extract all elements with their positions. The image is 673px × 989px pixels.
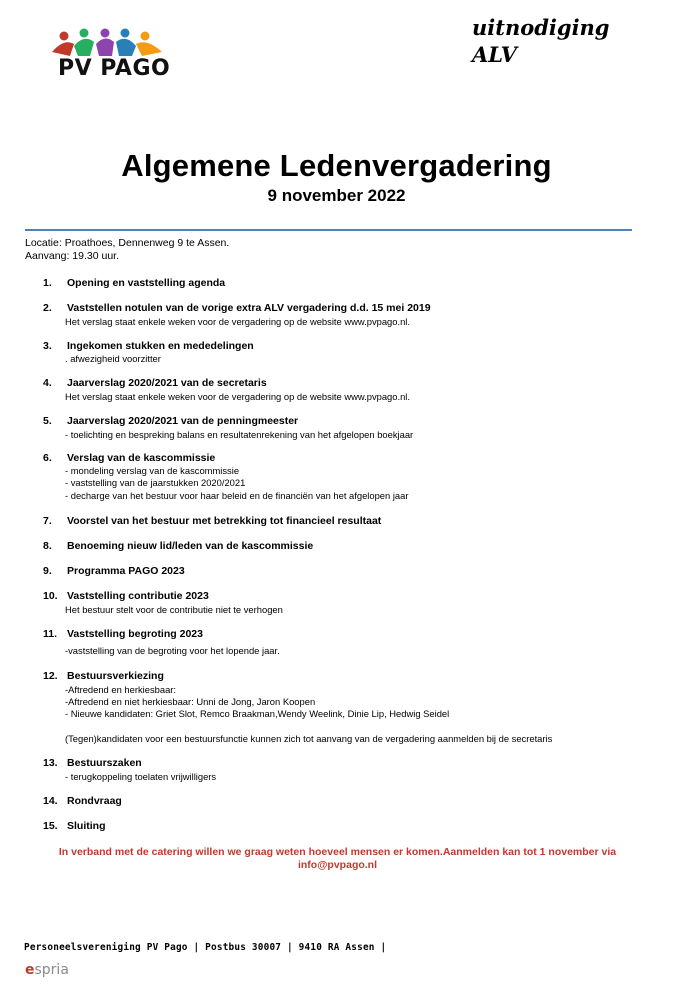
catering-notice-line-1: In verband met de catering willen we graag weten hoeveel mensen er komen.Aanmelden kan tot 1 november via bbox=[58, 846, 617, 858]
agenda-title: Jaarverslag 2020/2021 van de secretaris bbox=[67, 377, 267, 389]
agenda-title: Opening en vaststelling agenda bbox=[67, 277, 226, 289]
start-time-text: Aanvang: 19.30 uur. bbox=[25, 249, 119, 262]
agenda-detail: Het verslag staat enkele weken voor de vergadering op de website www.pvpago.nl. bbox=[65, 391, 410, 402]
agenda-title: Vaststelling contributie 2023 bbox=[67, 590, 209, 602]
agenda-detail: -Aftredend en niet herkiesbaar: Unni de Jong, Jaron Koopen bbox=[65, 696, 316, 707]
meeting-info bbox=[25, 237, 229, 262]
agenda-number: 3. bbox=[43, 340, 52, 352]
agenda-title: Verslag van de kascommissie bbox=[67, 452, 216, 464]
agenda-number: 6. bbox=[43, 452, 52, 464]
invitation-line-1: uitnodiging bbox=[472, 15, 610, 40]
espria-logo-rest: spria bbox=[34, 962, 69, 978]
agenda-detail: - decharge van het bestuur voor haar beleid en de financiën van het afgelopen jaar bbox=[65, 490, 409, 501]
agenda-detail: - terugkoppeling toelaten vrijwilligers bbox=[65, 771, 217, 782]
agenda-detail: Het verslag staat enkele weken voor de vergadering op de website www.pvpago.nl. bbox=[65, 316, 410, 327]
agenda-title: Benoeming nieuw lid/leden van de kascommissie bbox=[67, 540, 314, 552]
agenda-title: Sluiting bbox=[67, 820, 106, 832]
registration-email-link[interactable]: info@pvpago.nl bbox=[297, 858, 378, 871]
agenda-detail: - mondeling verslag van de kascommissie bbox=[65, 465, 240, 476]
agenda-number: 10. bbox=[43, 590, 58, 602]
agenda-number: 7. bbox=[43, 515, 52, 527]
agenda-title: Bestuurszaken bbox=[67, 757, 142, 769]
location-text: Locatie: Proathoes, Dennenweg 9 te Assen. bbox=[25, 237, 230, 249]
logo-text: PV PAGO bbox=[58, 56, 171, 81]
agenda-number: 14. bbox=[43, 795, 58, 807]
agenda-title: Programma PAGO 2023 bbox=[67, 565, 185, 577]
agenda-number: 9. bbox=[43, 565, 52, 577]
agenda-title: Vaststelling begroting 2023 bbox=[67, 628, 203, 640]
invitation-line-2: ALV bbox=[472, 42, 517, 67]
agenda-detail: -Aftredend en herkiesbaar: bbox=[65, 684, 177, 695]
agenda-number: 4. bbox=[43, 377, 52, 389]
agenda-detail: (Tegen)kandidaten voor een bestuursfunctie kunnen zich tot aanvang van de vergadering aanmelden bij de secretaris bbox=[65, 733, 553, 744]
agenda-number: 11. bbox=[43, 628, 58, 640]
invitation-heading bbox=[472, 14, 610, 68]
agenda-number: 1. bbox=[43, 277, 52, 289]
catering-notice bbox=[40, 846, 635, 871]
logo-figures-icon bbox=[52, 29, 162, 57]
agenda-detail: -vaststelling van de begroting voor het lopende jaar. bbox=[65, 645, 280, 656]
espria-logo bbox=[25, 962, 69, 978]
footer-address: Personeelsvereniging PV Pago | Postbus 30007 | 9410 RA Assen | bbox=[24, 942, 387, 953]
agenda-title: Bestuursverkiezing bbox=[67, 670, 164, 682]
agenda-number: 15. bbox=[43, 820, 58, 832]
espria-logo-e: e bbox=[25, 962, 35, 978]
agenda-number: 8. bbox=[43, 540, 52, 552]
divider bbox=[25, 229, 632, 231]
agenda-number: 5. bbox=[43, 415, 52, 427]
agenda-title: Voorstel van het bestuur met betrekking tot financieel resultaat bbox=[67, 515, 382, 527]
meeting-date: 9 november 2022 bbox=[267, 186, 406, 205]
agenda-detail: - vaststelling van de jaarstukken 2020/2021 bbox=[65, 477, 246, 488]
agenda-number: 12. bbox=[43, 670, 58, 682]
agenda-title: Ingekomen stukken en mededelingen bbox=[67, 340, 254, 352]
agenda-title: Jaarverslag 2020/2021 van de penningmeester bbox=[67, 415, 299, 427]
agenda-detail: . afwezigheid voorzitter bbox=[65, 353, 161, 364]
agenda-detail: Het bestuur stelt voor de contributie niet te verhogen bbox=[65, 604, 283, 615]
agenda-detail: - Nieuwe kandidaten: Griet Slot, Remco Braakman,Wendy Weelink, Dinie Lip, Hedwig Seidel bbox=[65, 708, 450, 719]
agenda-title: Vaststellen notulen van de vorige extra ALV vergadering d.d. 15 mei 2019 bbox=[67, 302, 431, 314]
agenda-detail: - toelichting en bespreking balans en resultatenrekening van het afgelopen boekjaar bbox=[65, 429, 414, 440]
agenda-number: 13. bbox=[43, 757, 58, 769]
agenda-number: 2. bbox=[43, 302, 52, 314]
agenda-title: Rondvraag bbox=[67, 795, 122, 807]
page-title: Algemene Ledenvergadering bbox=[121, 148, 552, 183]
